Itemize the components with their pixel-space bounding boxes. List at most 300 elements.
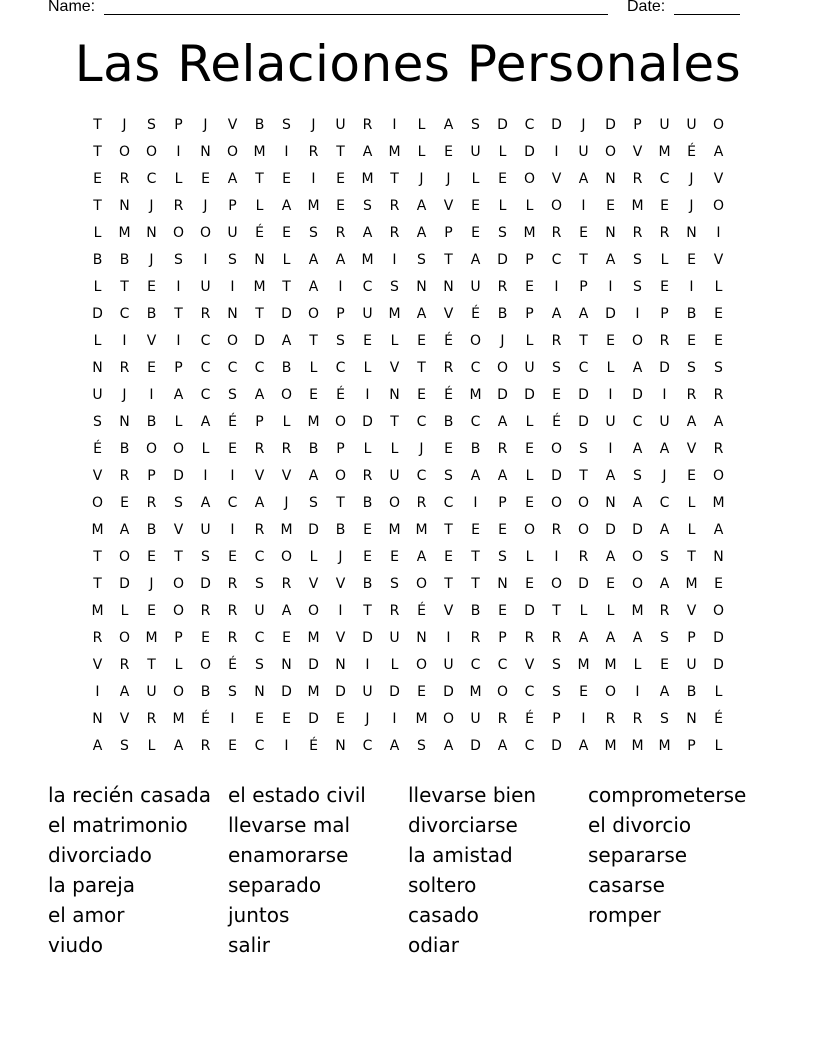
- grid-letter: B: [443, 414, 454, 430]
- grid-letter: T: [444, 252, 453, 268]
- word-list-item: soltero: [408, 873, 477, 897]
- grid-letter: V: [146, 333, 157, 349]
- grid-letter: E: [687, 333, 696, 349]
- grid-letter: J: [311, 117, 316, 133]
- grid-letter: C: [200, 333, 211, 349]
- grid-letter: A: [497, 414, 508, 430]
- grid-letter: S: [417, 738, 426, 754]
- grid-row: [84, 517, 734, 544]
- grid-letter: N: [497, 576, 508, 592]
- grid-letter: L: [714, 684, 723, 700]
- grid-letter: V: [227, 117, 238, 133]
- grid-letter: D: [308, 657, 319, 673]
- grid-letter: L: [309, 360, 318, 376]
- grid-letter: N: [686, 225, 697, 241]
- word-list-item: casarse: [588, 873, 665, 897]
- grid-letter: E: [282, 225, 291, 241]
- grid-letter: M: [253, 144, 266, 160]
- grid-letter: S: [444, 468, 453, 484]
- grid-letter: O: [145, 144, 158, 160]
- grid-letter: O: [172, 684, 185, 700]
- grid-letter: A: [416, 225, 427, 241]
- grid-letter: D: [713, 630, 724, 646]
- grid-letter: R: [713, 441, 724, 457]
- grid-letter: L: [714, 279, 723, 295]
- grid-letter: R: [119, 360, 130, 376]
- grid-letter: R: [227, 603, 238, 619]
- grid-letter: E: [714, 576, 723, 592]
- grid-letter: É: [255, 225, 264, 241]
- grid-letter: O: [550, 495, 563, 511]
- grid-letter: P: [336, 306, 345, 322]
- grid-letter: L: [417, 144, 426, 160]
- grid-letter: N: [416, 279, 427, 295]
- grid-letter: R: [200, 306, 211, 322]
- grid-letter: C: [146, 171, 157, 187]
- grid-letter: N: [146, 225, 157, 241]
- grid-letter: A: [713, 414, 724, 430]
- grid-letter: A: [389, 738, 400, 754]
- grid-letter: O: [226, 144, 239, 160]
- grid-letter: R: [713, 387, 724, 403]
- grid-letter: L: [390, 441, 399, 457]
- date-label: Date:: [627, 0, 666, 15]
- grid-letter: E: [147, 360, 156, 376]
- grid-letter: C: [254, 630, 265, 646]
- grid-letter: S: [633, 468, 642, 484]
- grid-letter: L: [93, 225, 102, 241]
- grid-letter: R: [362, 117, 373, 133]
- grid-letter: V: [632, 144, 643, 160]
- grid-letter: R: [389, 225, 400, 241]
- grid-letter: I: [581, 198, 586, 214]
- grid-letter: O: [91, 495, 104, 511]
- grid-letter: S: [633, 279, 642, 295]
- word-list-item: separado: [228, 873, 322, 897]
- grid-letter: E: [282, 630, 291, 646]
- grid-letter: I: [554, 549, 559, 565]
- grid-letter: D: [578, 414, 589, 430]
- grid-letter: S: [687, 360, 696, 376]
- grid-letter: A: [497, 738, 508, 754]
- grid-letter: E: [201, 630, 210, 646]
- grid-letter: A: [605, 252, 616, 268]
- grid-letter: N: [227, 306, 238, 322]
- grid-letter: I: [635, 306, 640, 322]
- grid-letter: B: [254, 117, 265, 133]
- grid-letter: T: [579, 252, 588, 268]
- grid-letter: O: [496, 360, 509, 376]
- grid-letter: D: [713, 657, 724, 673]
- grid-letter: É: [309, 738, 318, 754]
- grid-letter: J: [284, 495, 289, 511]
- grid-letter: M: [253, 279, 266, 295]
- grid-letter: U: [605, 414, 616, 430]
- grid-letter: O: [604, 684, 617, 700]
- grid-letter: O: [712, 117, 725, 133]
- grid-letter: S: [336, 333, 345, 349]
- grid-letter: D: [308, 522, 319, 538]
- grid-letter: V: [686, 603, 697, 619]
- grid-letter: N: [713, 549, 724, 565]
- grid-letter: E: [93, 171, 102, 187]
- grid-letter: E: [579, 225, 588, 241]
- grid-letter: T: [390, 414, 399, 430]
- word-list-item: odiar: [408, 933, 459, 957]
- grid-letter: M: [118, 225, 131, 241]
- grid-letter: B: [119, 441, 130, 457]
- grid-letter: E: [336, 171, 345, 187]
- grid-letter: V: [92, 468, 103, 484]
- grid-letter: C: [497, 657, 508, 673]
- grid-letter: P: [687, 738, 696, 754]
- grid-letter: I: [473, 495, 478, 511]
- grid-letter: A: [281, 603, 292, 619]
- grid-letter: O: [631, 333, 644, 349]
- grid-row: [84, 382, 734, 409]
- grid-letter: N: [443, 279, 454, 295]
- grid-letter: E: [120, 495, 129, 511]
- grid-letter: T: [255, 171, 264, 187]
- grid-letter: A: [308, 468, 319, 484]
- grid-letter: É: [471, 306, 480, 322]
- grid-letter: R: [335, 225, 346, 241]
- grid-letter: S: [228, 387, 237, 403]
- grid-letter: S: [498, 549, 507, 565]
- grid-letter: L: [498, 144, 507, 160]
- grid-letter: D: [632, 387, 643, 403]
- grid-letter: A: [632, 630, 643, 646]
- grid-letter: C: [470, 360, 481, 376]
- grid-letter: D: [281, 684, 292, 700]
- grid-letter: D: [497, 117, 508, 133]
- grid-letter: J: [122, 387, 127, 403]
- grid-letter: D: [659, 360, 670, 376]
- grid-letter: A: [254, 387, 265, 403]
- grid-letter: E: [498, 522, 507, 538]
- grid-letter: U: [659, 414, 670, 430]
- grid-letter: E: [147, 279, 156, 295]
- grid-letter: T: [93, 117, 102, 133]
- grid-letter: A: [173, 738, 184, 754]
- grid-letter: S: [201, 549, 210, 565]
- grid-letter: E: [228, 738, 237, 754]
- grid-letter: E: [363, 522, 372, 538]
- grid-letter: A: [632, 360, 643, 376]
- grid-letter: É: [228, 414, 237, 430]
- grid-letter: U: [362, 684, 373, 700]
- grid-letter: R: [146, 495, 157, 511]
- grid-letter: A: [713, 144, 724, 160]
- grid-letter: B: [200, 684, 211, 700]
- word-list-item: divorciarse: [408, 813, 518, 837]
- grid-letter: I: [230, 279, 235, 295]
- grid-letter: N: [200, 144, 211, 160]
- grid-letter: B: [119, 252, 130, 268]
- word-list-item: romper: [588, 903, 661, 927]
- grid-letter: L: [633, 657, 642, 673]
- grid-letter: S: [174, 252, 183, 268]
- grid-row: [84, 625, 734, 652]
- grid-letter: D: [308, 711, 319, 727]
- grid-letter: O: [334, 468, 347, 484]
- grid-letter: A: [92, 738, 103, 754]
- word-list-item: comprometerse: [588, 783, 747, 807]
- grid-letter: B: [362, 576, 373, 592]
- grid-letter: S: [633, 252, 642, 268]
- grid-letter: É: [714, 711, 723, 727]
- grid-letter: V: [335, 576, 346, 592]
- grid-row: [84, 679, 734, 706]
- grid-letter: V: [254, 468, 265, 484]
- grid-letter: E: [363, 333, 372, 349]
- grid-row: [84, 112, 734, 139]
- grid-letter: O: [172, 225, 185, 241]
- grid-row: [84, 139, 734, 166]
- grid-letter: A: [308, 252, 319, 268]
- grid-letter: B: [146, 306, 157, 322]
- grid-letter: D: [281, 306, 292, 322]
- grid-letter: A: [578, 306, 589, 322]
- grid-letter: V: [443, 603, 454, 619]
- grid-row: [84, 301, 734, 328]
- grid-letter: O: [145, 441, 158, 457]
- grid-letter: S: [309, 495, 318, 511]
- grid-letter: A: [659, 684, 670, 700]
- grid-letter: I: [608, 441, 613, 457]
- grid-letter: A: [686, 414, 697, 430]
- grid-letter: L: [174, 171, 183, 187]
- grid-letter: L: [201, 441, 210, 457]
- grid-letter: O: [577, 522, 590, 538]
- grid-letter: D: [254, 333, 265, 349]
- grid-letter: I: [338, 279, 343, 295]
- grid-letter: C: [578, 360, 589, 376]
- grid-letter: U: [200, 522, 211, 538]
- word-list-item: enamorarse: [228, 843, 349, 867]
- grid-letter: É: [417, 603, 426, 619]
- grid-letter: O: [388, 495, 401, 511]
- grid-letter: I: [608, 279, 613, 295]
- grid-letter: C: [227, 495, 238, 511]
- grid-letter: D: [173, 468, 184, 484]
- grid-letter: R: [173, 198, 184, 214]
- grid-row: [84, 409, 734, 436]
- name-date-header: [48, 0, 768, 20]
- grid-letter: C: [200, 387, 211, 403]
- grid-letter: L: [363, 441, 372, 457]
- grid-letter: I: [230, 522, 235, 538]
- grid-letter: U: [254, 603, 265, 619]
- grid-letter: I: [95, 684, 100, 700]
- grid-letter: J: [122, 117, 127, 133]
- grid-letter: S: [147, 117, 156, 133]
- grid-letter: N: [389, 387, 400, 403]
- grid-letter: R: [632, 171, 643, 187]
- grid-row: [84, 328, 734, 355]
- grid-letter: N: [335, 738, 346, 754]
- grid-letter: J: [149, 198, 154, 214]
- grid-letter: M: [388, 144, 401, 160]
- grid-letter: I: [392, 252, 397, 268]
- grid-letter: B: [281, 360, 292, 376]
- grid-letter: D: [524, 387, 535, 403]
- grid-letter: M: [658, 144, 671, 160]
- grid-letter: U: [227, 225, 238, 241]
- grid-letter: P: [633, 117, 642, 133]
- grid-letter: É: [228, 657, 237, 673]
- grid-letter: A: [578, 171, 589, 187]
- grid-letter: A: [308, 279, 319, 295]
- grid-letter: E: [390, 549, 399, 565]
- grid-letter: P: [228, 198, 237, 214]
- grid-letter: R: [551, 225, 562, 241]
- grid-letter: U: [92, 387, 103, 403]
- grid-letter: V: [92, 657, 103, 673]
- grid-letter: V: [443, 306, 454, 322]
- grid-letter: A: [362, 144, 373, 160]
- grid-letter: M: [172, 711, 185, 727]
- grid-letter: R: [119, 657, 130, 673]
- grid-letter: É: [444, 387, 453, 403]
- grid-letter: N: [254, 252, 265, 268]
- grid-letter: S: [255, 657, 264, 673]
- grid-letter: V: [335, 630, 346, 646]
- grid-letter: R: [227, 630, 238, 646]
- grid-letter: U: [686, 657, 697, 673]
- grid-letter: R: [227, 576, 238, 592]
- grid-row: [84, 166, 734, 193]
- word-list-item: la pareja: [48, 873, 136, 897]
- grid-letter: R: [524, 630, 535, 646]
- grid-row: [84, 355, 734, 382]
- grid-letter: S: [471, 117, 480, 133]
- grid-letter: V: [713, 171, 724, 187]
- grid-letter: E: [660, 657, 669, 673]
- grid-letter: L: [93, 333, 102, 349]
- grid-letter: B: [146, 522, 157, 538]
- grid-letter: I: [230, 711, 235, 727]
- grid-letter: O: [307, 306, 320, 322]
- grid-letter: I: [203, 252, 208, 268]
- grid-letter: B: [146, 414, 157, 430]
- page-title: Las Relaciones Personales: [74, 35, 742, 93]
- grid-letter: O: [550, 198, 563, 214]
- grid-letter: R: [551, 522, 562, 538]
- grid-letter: D: [92, 306, 103, 322]
- word-list-item: separarse: [588, 843, 688, 867]
- grid-letter: A: [281, 333, 292, 349]
- grid-letter: I: [230, 468, 235, 484]
- grid-letter: P: [174, 360, 183, 376]
- grid-letter: A: [713, 522, 724, 538]
- grid-letter: C: [524, 117, 535, 133]
- grid-letter: N: [119, 198, 130, 214]
- grid-letter: E: [714, 333, 723, 349]
- word-list-item: juntos: [228, 903, 290, 927]
- grid-letter: R: [551, 333, 562, 349]
- grid-letter: R: [200, 738, 211, 754]
- grid-letter: E: [606, 333, 615, 349]
- grid-row: [84, 544, 734, 571]
- grid-letter: J: [365, 711, 370, 727]
- grid-letter: M: [712, 495, 725, 511]
- word-list-item: divorciado: [48, 843, 152, 867]
- grid-letter: D: [470, 738, 481, 754]
- grid-letter: T: [552, 603, 561, 619]
- grid-letter: É: [525, 711, 534, 727]
- grid-letter: D: [200, 576, 211, 592]
- grid-letter: R: [470, 630, 481, 646]
- grid-letter: J: [338, 549, 343, 565]
- grid-letter: A: [362, 225, 373, 241]
- grid-letter: L: [714, 738, 723, 754]
- grid-row: [84, 733, 734, 760]
- grid-letter: V: [389, 360, 400, 376]
- grid-letter: E: [228, 549, 237, 565]
- grid-letter: M: [307, 684, 320, 700]
- grid-letter: O: [577, 495, 590, 511]
- grid-letter: T: [417, 360, 426, 376]
- grid-letter: R: [632, 711, 643, 727]
- grid-letter: A: [578, 738, 589, 754]
- grid-letter: L: [282, 252, 291, 268]
- grid-letter: E: [471, 198, 480, 214]
- grid-letter: J: [446, 171, 451, 187]
- grid-letter: L: [525, 333, 534, 349]
- grid-letter: O: [496, 684, 509, 700]
- grid-letter: A: [281, 198, 292, 214]
- grid-letter: S: [255, 576, 264, 592]
- grid-letter: O: [712, 468, 725, 484]
- grid-letter: C: [254, 738, 265, 754]
- grid-letter: E: [282, 711, 291, 727]
- grid-letter: T: [93, 144, 102, 160]
- grid-letter: T: [444, 522, 453, 538]
- grid-row: [84, 490, 734, 517]
- grid-letter: M: [469, 387, 482, 403]
- grid-letter: T: [687, 549, 696, 565]
- grid-letter: T: [174, 549, 183, 565]
- grid-letter: A: [659, 576, 670, 592]
- grid-letter: C: [254, 360, 265, 376]
- grid-letter: J: [419, 441, 424, 457]
- grid-letter: A: [632, 495, 643, 511]
- grid-letter: M: [685, 576, 698, 592]
- grid-letter: E: [282, 171, 291, 187]
- grid-letter: I: [311, 171, 316, 187]
- grid-letter: M: [361, 252, 374, 268]
- grid-letter: M: [307, 414, 320, 430]
- grid-letter: E: [444, 549, 453, 565]
- grid-letter: E: [687, 468, 696, 484]
- grid-letter: B: [686, 306, 697, 322]
- grid-letter: A: [119, 522, 130, 538]
- grid-letter: V: [551, 171, 562, 187]
- grid-letter: E: [552, 387, 561, 403]
- grid-letter: S: [552, 684, 561, 700]
- grid-letter: É: [201, 711, 210, 727]
- grid-letter: S: [390, 279, 399, 295]
- grid-letter: U: [335, 117, 346, 133]
- grid-letter: S: [714, 360, 723, 376]
- grid-letter: D: [362, 630, 373, 646]
- grid-letter: J: [149, 252, 154, 268]
- grid-letter: O: [469, 333, 482, 349]
- grid-letter: L: [606, 360, 615, 376]
- grid-letter: E: [525, 495, 534, 511]
- grid-letter: E: [606, 576, 615, 592]
